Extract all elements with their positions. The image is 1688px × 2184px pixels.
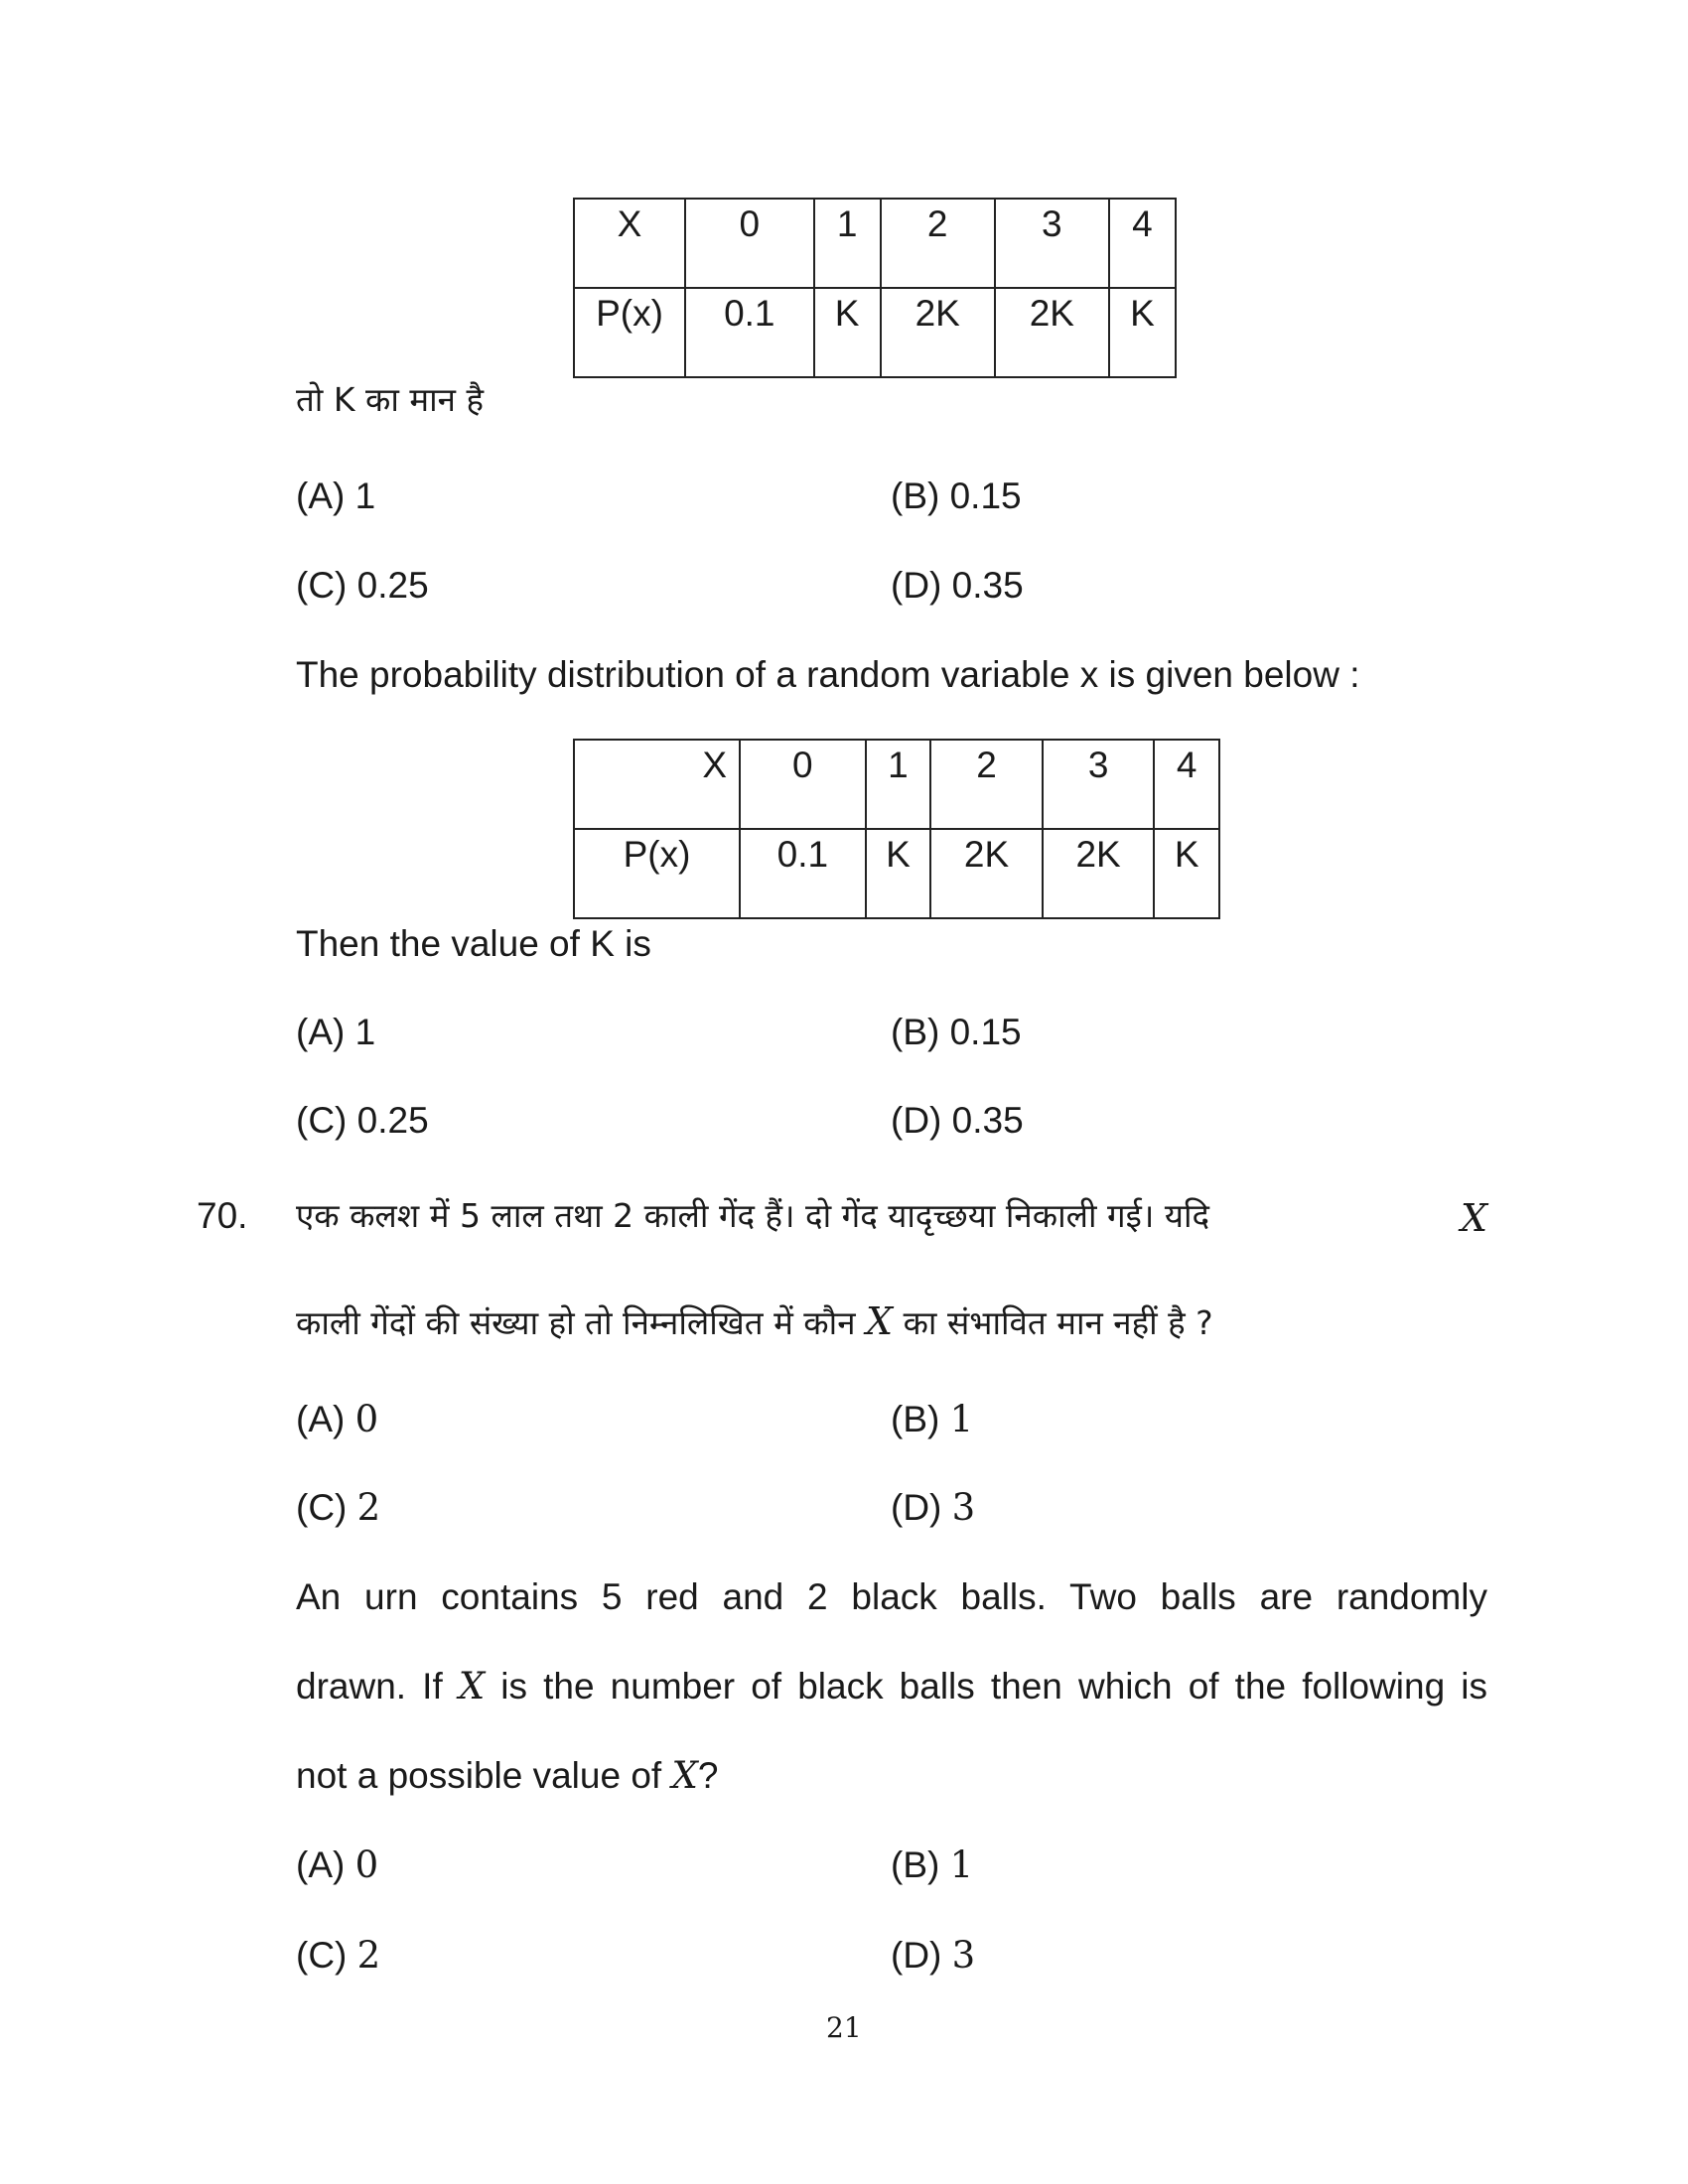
option-label: (B) <box>891 1844 940 1885</box>
table-cell: X <box>574 199 685 288</box>
english-text: drawn. If <box>296 1666 443 1706</box>
table-cell: 0 <box>740 740 866 829</box>
option-value: 1 <box>949 1398 974 1440</box>
table-cell: 2 <box>881 199 995 288</box>
variable-x: X <box>866 1299 894 1343</box>
table-cell: 2K <box>881 288 995 377</box>
table-cell: K <box>814 288 881 377</box>
option-a <box>296 1398 379 1440</box>
option-value: 3 <box>951 1934 976 1977</box>
table-cell: 4 <box>1109 199 1176 288</box>
option-a: (A) 1 <box>296 476 376 516</box>
option-value: 0 <box>354 1843 379 1886</box>
option-value: 3 <box>951 1486 976 1529</box>
question-70-english-line1: An urn contains 5 red and 2 black balls. Two balls are randomly <box>296 1576 1487 1617</box>
option-value: 2 <box>356 1486 381 1529</box>
option-label: (D) <box>891 1935 942 1976</box>
option-label: (A) <box>296 1399 346 1439</box>
table-cell: 2 <box>930 740 1043 829</box>
table-cell: 2K <box>1043 829 1155 918</box>
table-cell: 2K <box>995 288 1109 377</box>
option-d: (D) 0.35 <box>891 565 1024 606</box>
option-d: (D) 0.35 <box>891 1100 1024 1141</box>
table-cell: X <box>574 740 740 829</box>
probability-table-hindi <box>573 198 1177 378</box>
option-label: (C) <box>296 1487 348 1528</box>
table-cell: P(x) <box>574 829 740 918</box>
option-label: (A) <box>296 1844 346 1885</box>
table-cell: P(x) <box>574 288 685 377</box>
probability-table-english <box>573 739 1220 919</box>
option-label: (B) <box>891 1399 940 1439</box>
question-70-english-line3 <box>296 1754 719 1797</box>
question-number: 70. <box>197 1195 248 1236</box>
option-b: (B) 0.15 <box>891 1012 1022 1052</box>
question-70-hindi-line2 <box>296 1299 1213 1343</box>
table-cell: K <box>1154 829 1219 918</box>
table-cell: 0.1 <box>740 829 866 918</box>
table-cell: 1 <box>814 199 881 288</box>
page-number: 21 <box>826 2011 862 2044</box>
table-cell: 4 <box>1154 740 1219 829</box>
option-a <box>296 1843 379 1886</box>
question-70-hindi-line1 <box>296 1196 1487 1240</box>
option-value: 1 <box>949 1843 974 1886</box>
option-b: (B) 0.15 <box>891 476 1022 516</box>
option-label: (C) <box>296 1935 348 1976</box>
variable-x: X <box>671 1754 698 1797</box>
option-b <box>891 1843 974 1886</box>
option-c: (C) 0.25 <box>296 1100 429 1141</box>
english-text: is the number of black balls then which of the following is <box>500 1666 1488 1706</box>
table-cell: 2K <box>930 829 1043 918</box>
table-cell: 0 <box>685 199 814 288</box>
variable-x: X <box>458 1665 486 1707</box>
english-text: not a possible value of <box>296 1755 662 1796</box>
table-cell: 3 <box>995 199 1109 288</box>
table-cell: 1 <box>866 740 931 829</box>
table-cell: K <box>866 829 931 918</box>
table-cell: 0.1 <box>685 288 814 377</box>
hindi-text: एक कलश में 5 लाल तथा 2 काली गेंद हैं। दो गेंद यादृच्छया निकाली गई। यदि <box>296 1196 1210 1235</box>
option-label: (D) <box>891 1487 942 1528</box>
option-c <box>296 1934 381 1977</box>
option-value: 0 <box>354 1398 379 1440</box>
option-d <box>891 1934 976 1977</box>
hindi-text: का संभावित मान नहीं है ? <box>903 1303 1213 1342</box>
question-tail-english: Then the value of K is <box>296 923 651 964</box>
option-a: (A) 1 <box>296 1012 376 1052</box>
english-text: ? <box>697 1755 719 1796</box>
option-b <box>891 1398 974 1440</box>
option-c <box>296 1486 381 1529</box>
option-value: 2 <box>356 1934 381 1977</box>
question-70-english-line2 <box>296 1665 1488 1707</box>
table-cell: K <box>1109 288 1176 377</box>
variable-x: X <box>1460 1196 1487 1240</box>
option-c: (C) 0.25 <box>296 565 429 606</box>
option-d <box>891 1486 976 1529</box>
table-cell: 3 <box>1043 740 1155 829</box>
hindi-text: काली गेंदों की संख्या हो तो निम्नलिखित में कौन <box>296 1303 856 1342</box>
question-intro-english: The probability distribution of a random variable x is given below : <box>296 654 1360 695</box>
question-tail-hindi: तो K का मान है <box>296 380 484 419</box>
